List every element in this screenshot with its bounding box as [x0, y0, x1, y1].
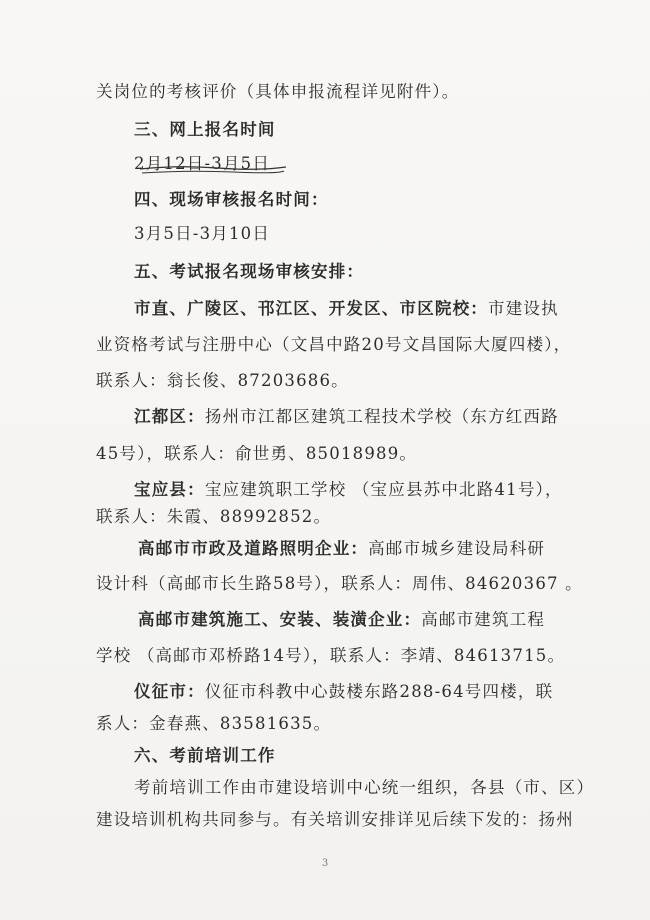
location-3-text-b: 联系人：朱霞、88992852。 — [96, 507, 332, 526]
handwritten-underline-icon — [138, 163, 288, 177]
section-heading-5: 五、考试报名现场审核安排： — [134, 262, 365, 281]
location-5-text-a: 高邮市建筑工程 — [421, 610, 546, 629]
location-4-text-a: 高邮市城乡建设局科研 — [368, 539, 546, 558]
training-text-a: 考前培训工作由市建设培训中心统一组织，各县（市、区） — [134, 778, 595, 797]
training-text-b: 建设培训机构共同参与。有关培训安排详见后续下发的：扬州 — [96, 810, 574, 829]
location-2-text-a: 扬州市江都区建筑工程技术学校（东方红西路 — [204, 407, 559, 426]
location-5-line-a — [138, 606, 608, 630]
location-4-text-b: 设计科（高邮市长生路58号），联系人：周伟、84620367 。 — [96, 574, 583, 593]
location-1-text-c: 联系人：翁长俊、87203686。 — [96, 371, 349, 390]
location-4-line-a — [138, 535, 608, 559]
page-number: 3 — [321, 858, 329, 869]
location-3-line-a — [134, 476, 604, 500]
location-2-label: 江都区： — [134, 407, 205, 426]
location-1-label: 市直、广陵区、邗江区、开发区、市区院校： — [134, 299, 488, 318]
location-4-label: 高邮市市政及道路照明企业： — [138, 539, 369, 558]
location-6-label: 仪征市： — [134, 682, 205, 701]
section-heading-6: 六、考前培训工作 — [134, 746, 276, 765]
location-1-text-b: 业资格考试与注册中心（文昌中路20号文昌国际大厦四楼）， — [96, 335, 572, 354]
paragraph-line: 关岗位的考核评价（具体申报流程详见附件）。 — [96, 82, 460, 101]
location-6-line-a — [134, 678, 604, 702]
location-2-text-b: 45号），联系人：俞世勇、85018989。 — [96, 444, 418, 463]
location-2-line-a — [134, 403, 604, 427]
location-6-text-a: 仪征市科教中心鼓楼东路288-64号四楼，联 — [204, 682, 554, 701]
location-5-text-b: 学校 （高邮市邓桥路14号），联系人：李靖、84613715。 — [96, 646, 566, 665]
location-3-label: 宝应县： — [134, 480, 205, 499]
location-3-text-a: 宝应建筑职工学校 （宝应县苏中北路41号）， — [204, 480, 563, 499]
section-heading-4: 四、现场审核报名时间： — [134, 190, 329, 209]
location-1-text-a: 市建设执 — [488, 299, 559, 318]
location-6-text-b: 系人：金春燕、83581635。 — [96, 714, 332, 733]
onsite-date: 3月5日-3月10日 — [134, 224, 271, 243]
location-5-label: 高邮市建筑施工、安装、装潢企业： — [138, 610, 422, 629]
location-1-line-a — [134, 295, 604, 319]
section-heading-3: 三、网上报名时间 — [134, 120, 276, 139]
registration-date: 2月12日-3月5日 — [134, 154, 271, 173]
